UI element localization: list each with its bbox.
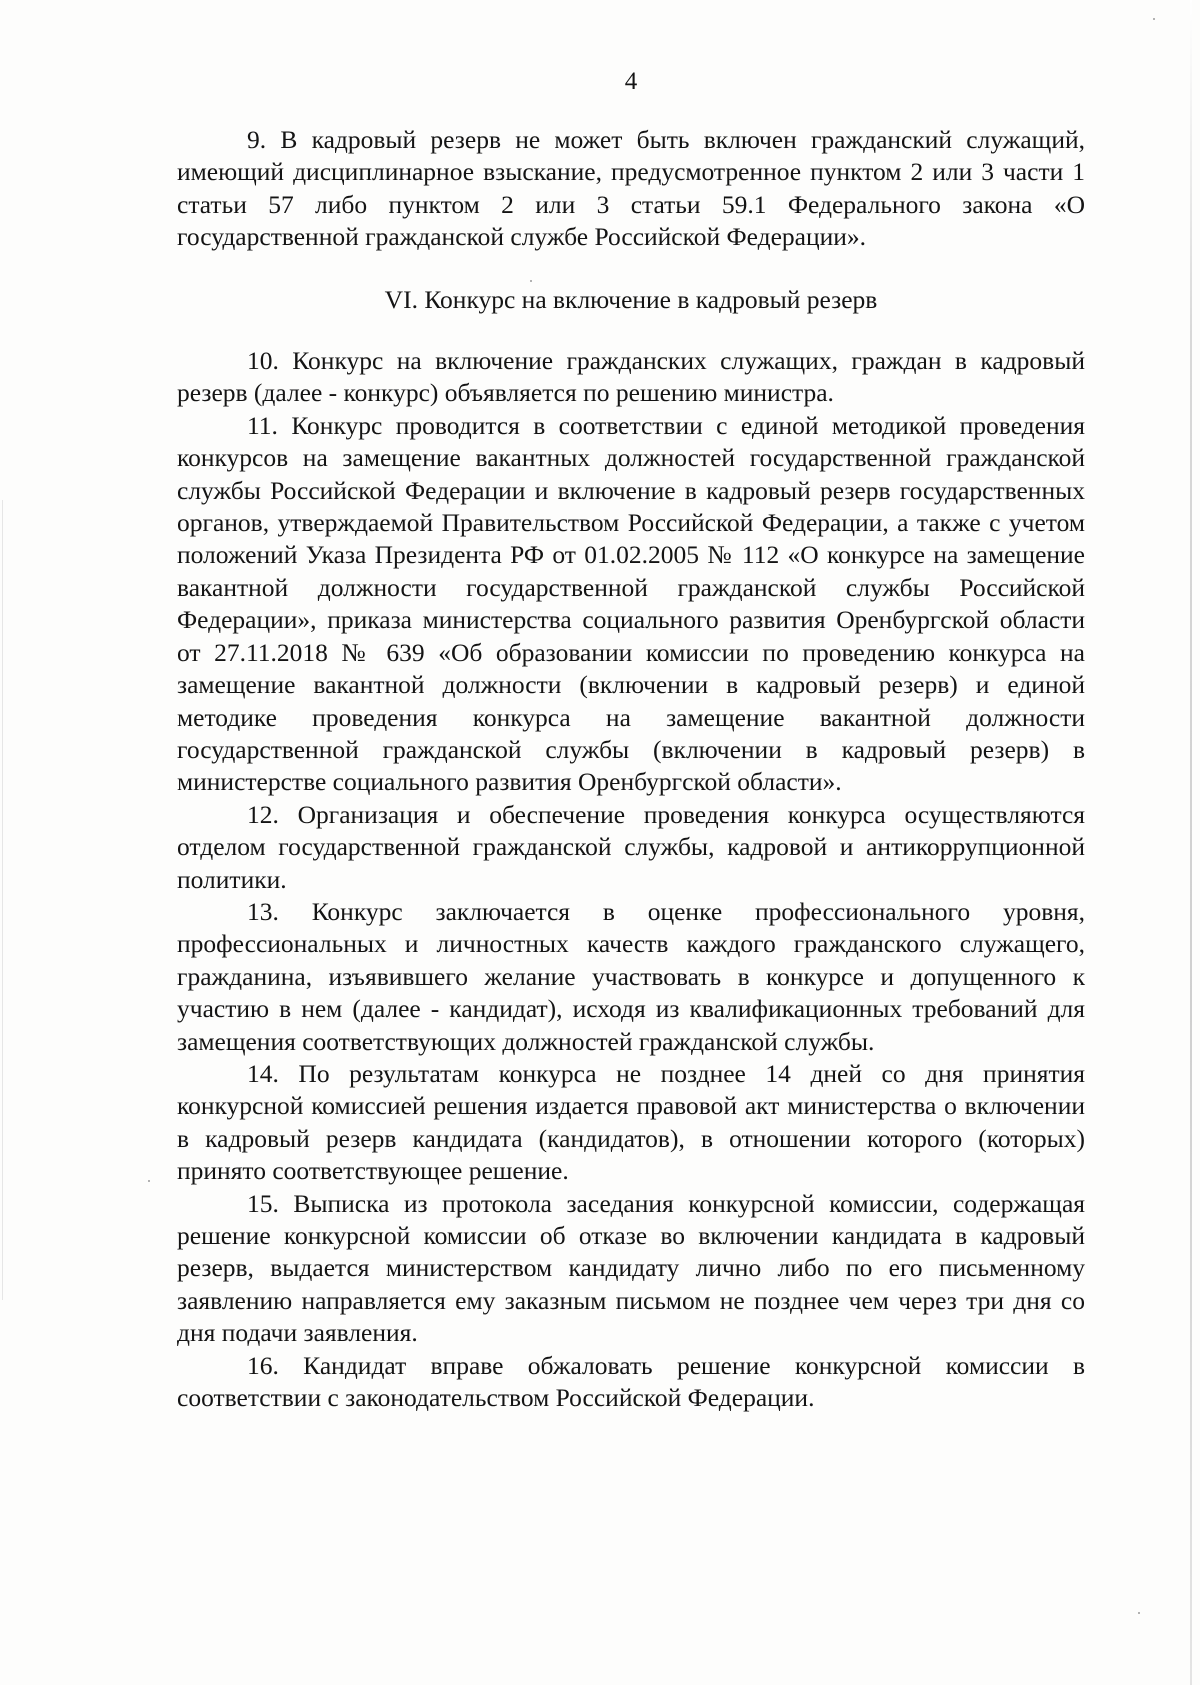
paragraph-12: 12. Организация и обеспечение проведения конкурса осуществляются отделом государственной гражданской службы, кадровой и антикоррупционной политики. [177, 799, 1085, 894]
document-body [177, 124, 1085, 1414]
paragraph-11: 11. Конкурс проводится в соответствии с единой методикой проведения конкурсов на замещение вакантных должностей государственной гражданской службы Российской Федерации и включение в кадровый резерв государственных органов, утверждаемой Правительством Российской Федерации, а также с учетом положений Указа Президента РФ от 01.02.2005 № 112 «О конкурсе на замещение вакантной должности государственной гражданской службы Российской Федерации», приказа министерства социального развития Оренбургской области от 27.11.2018 № 639 «Об образовании комиссии по проведению конкурса на замещение вакантной должности (включении в кадровый резерв) и единой методике проведения конкурса на замещение вакантной должности государственной гражданской службы (включении в кадровый резерв) в министерстве социального развития Оренбургской области». [177, 410, 1085, 797]
paragraph-14: 14. По результатам конкурса не позднее 14 дней со дня принятия конкурсной комиссией решения издается правовой акт министерства о включении в кадровый резерв кандидата (кандидатов), в отношении которого (которых) принято соответствующее решение. [177, 1058, 1085, 1186]
scan-speck [530, 280, 532, 282]
scan-speck [1138, 1612, 1140, 1614]
paragraph-13: 13. Конкурс заключается в оценке профессионального уровня, профессиональных и личностных качеств каждого гражданского служащего, гражданина, изъявившего желание участвовать в конкурсе и допущенного к участию в нем (далее - кандидат), исходя из квалификационных требований для замещения соответствующих должностей гражданской службы. [177, 896, 1085, 1056]
scan-speck [1153, 18, 1155, 20]
paragraph-10: 10. Конкурс на включение гражданских служащих, граждан в кадровый резерв (далее - конкурс) объявляется по решению министра. [177, 346, 1085, 408]
scan-speck [148, 1180, 150, 1182]
paragraph-16: 16. Кандидат вправе обжаловать решение конкурсной комиссии в соответствии с законодательством Российской Федерации. [177, 1350, 1085, 1413]
scan-edge-right [1190, 0, 1192, 1685]
page-number: 4 [624, 68, 638, 95]
section-heading: VI. Конкурс на включение в кадровый резерв [384, 284, 878, 314]
paragraph-9: 9. В кадровый резерв не может быть включен гражданский служащий, имеющий дисциплинарное взыскание, предусмотренное пунктом 2 или 3 части 1 статьи 57 либо пунктом 2 или 3 статьи 59.1 Федерального закона «О государственной гражданской службе Российской Федерации». [177, 125, 1085, 252]
scan-edge-left [2, 500, 3, 1300]
paragraph-15: 15. Выписка из протокола заседания конкурсной комиссии, содержащая решение конкурсной комиссии об отказе во включении кандидата в кадровый резерв, выдается министерством кандидату лично либо по его письменному заявлению направляется ему заказным письмом не позднее чем через три дня со дня подачи заявления. [177, 1188, 1085, 1348]
